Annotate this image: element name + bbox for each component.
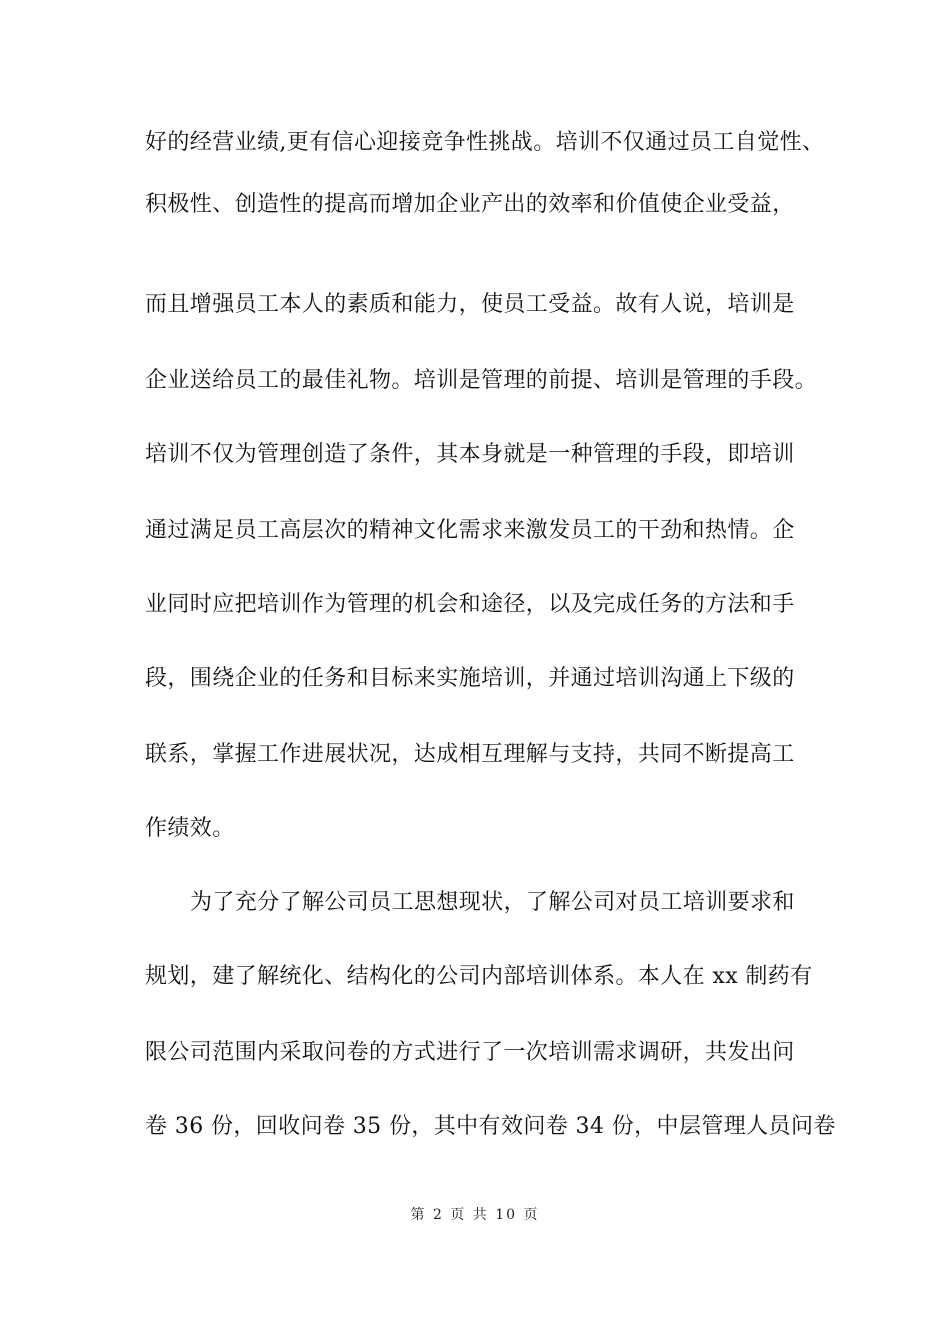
paragraph-2-line-1: 为了充分了解公司员工思想现状，了解公司对员工培训要求和 [190, 890, 795, 915]
paragraph-1-line-6: 通过满足员工高层次的精神文化需求来激发员工的干劲和热情。企 [145, 518, 795, 543]
paragraph-1-line-1: 好的经营业绩,更有信心迎接竞争性挑战。培训不仅通过员工自觉性、 [145, 130, 825, 155]
paragraph-1-line-3: 而且增强员工本人的素质和能力，使员工受益。故有人说，培训是 [145, 292, 795, 317]
paragraph-1-line-4: 企业送给员工的最佳礼物。培训是管理的前提、培训是管理的手段。 [145, 368, 818, 393]
paragraph-2-line-3: 限公司范围内采取问卷的方式进行了一次培训需求调研，共发出问 [145, 1040, 795, 1065]
page-number-footer: 第 2 页 共 10 页 [410, 1207, 540, 1223]
paragraph-2-line-2: 规划，建了解统化、结构化的公司内部培训体系。本人在 xx 制药有 [145, 964, 813, 989]
paragraph-1-line-2: 积极性、创造性的提高而增加企业产出的效率和价值使企业受益， [145, 192, 795, 217]
paragraph-1-line-10: 作绩效。 [145, 816, 235, 841]
paragraph-1-line-9: 联系，掌握工作进展状况，达成相互理解与支持，共同不断提高工 [145, 742, 795, 767]
paragraph-2-line-4: 卷 36 份，回收问卷 35 份，其中有效问卷 34 份，中层管理人员问卷 [145, 1114, 836, 1139]
paragraph-1-line-8: 段，围绕企业的任务和目标来实施培训，并通过培训沟通上下级的 [145, 666, 795, 691]
paragraph-1-line-7: 业同时应把培训作为管理的机会和途径，以及完成任务的方法和手 [145, 592, 795, 617]
paragraph-1-line-5: 培训不仅为管理创造了条件，其本身就是一种管理的手段，即培训 [145, 442, 795, 467]
